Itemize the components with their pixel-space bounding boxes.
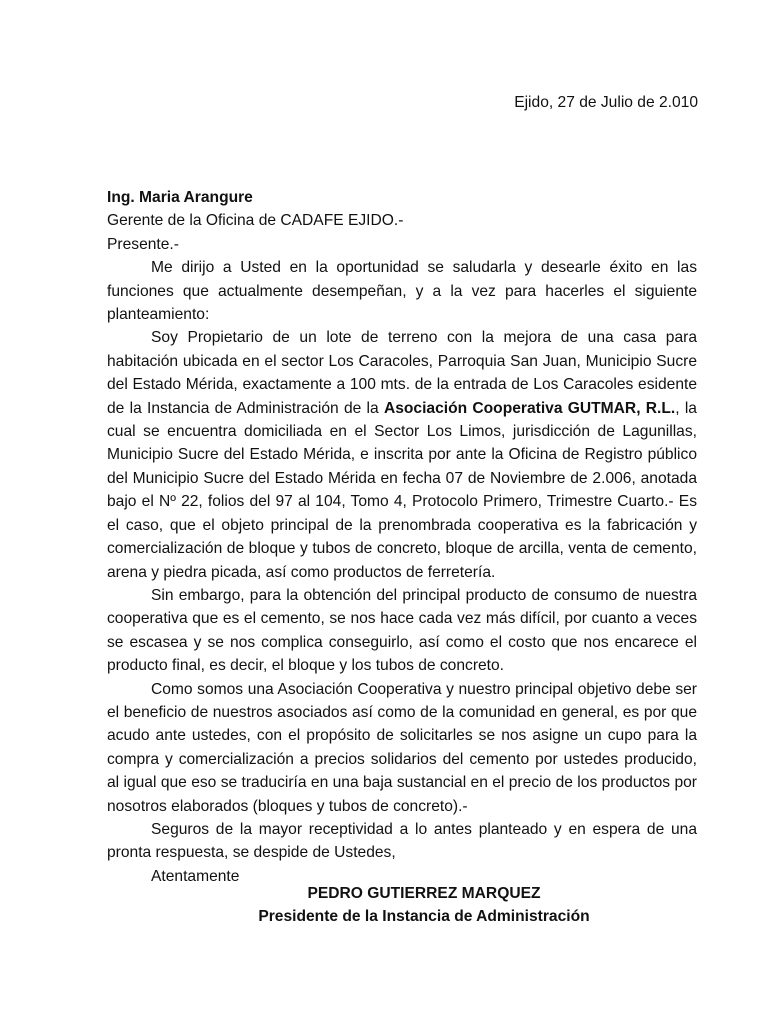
recipient-name: Ing. Maria Arangure [107, 189, 253, 206]
paragraph-cement-problem: Sin embargo, para la obtención del principal producto de consumo de nuestra cooperativa que es el cemento, se nos hace cada vez más difícil, por cuanto a veces se escasea y se nos complica conseguirlo, así como el costo que nos encarece el producto final, es decir, el bloque y los tubos de concreto. [107, 586, 697, 675]
letter-date: Ejido, 27 de Julio de 2.010 [514, 94, 698, 111]
signer-name: PEDRO GUTIERREZ MARQUEZ [307, 885, 541, 902]
paragraph-owner-text-start: Soy Propietario de un lote de terreno con la mejora de una casa para habitación ubicada en el sector Los Caracoles, Parroquia San Juan, Municipio Sucre del Estado Mérida, exactamente a 100 mts. de la entrada de Los Caracoles esidente de la Instancia de Administración de la [107, 329, 697, 417]
paragraph-farewell: Seguros de la mayor receptividad a lo antes planteado y en espera de una pronta respuesta, se despide de Ustedes, [107, 820, 697, 862]
signer-title: Presidente de la Instancia de Administración [258, 908, 590, 926]
greeting: Presente.- [107, 235, 179, 253]
paragraph-request: Como somos una Asociación Cooperativa y nuestro principal objetivo debe ser el beneficio de nuestros asociados así como de la comunidad en general, es por que acudo ante ustedes, con el propósito de solicitarles se nos asigne un cupo para la compra y comercialización a precios solidarios del cemento por ustedes producido, al igual que eso se traduciría en una baja sustancial en el precio de los productos por nosotros elaborados (bloques y tubos de concreto).- [107, 680, 697, 815]
recipient-title: Gerente de la Oficina de CADAFE EJIDO.- [107, 212, 404, 230]
closing-text: Atentamente [151, 867, 240, 885]
paragraph-owner-details [107, 326, 697, 583]
cooperative-name: Asociación Cooperativa GUTMAR, R.L. [383, 399, 676, 417]
paragraph-introduction: Me dirijo a Usted en la oportunidad se saludarla y desearle éxito en las funciones que actualmente desempeñan, y a la vez para hacerles el siguiente planteamiento: [107, 259, 697, 324]
letter-body [107, 186, 697, 888]
signature-block [107, 882, 741, 929]
paragraph-owner-text-end: , la cual se encuentra domiciliada en el Sector Los Limos, jurisdicción de Lagunillas, Municipio Sucre del Estado Mérida, e inscrita por ante la Oficina de Registro público del Municipio Sucre del Estado Mérida en fecha 07 de Noviembre de 2.006, anotada bajo el Nº 22, folios del 97 al 104, Tomo 4, Protocolo Primero, Trimestre Cuarto.- Es el caso, que el objeto principal de la prenombrada cooperativa es la fabricación y comercialización de bloque y tubos de concreto, bloque de arcilla, venta de cemento, arena y piedra picada, así como productos de ferretería. [107, 399, 697, 581]
